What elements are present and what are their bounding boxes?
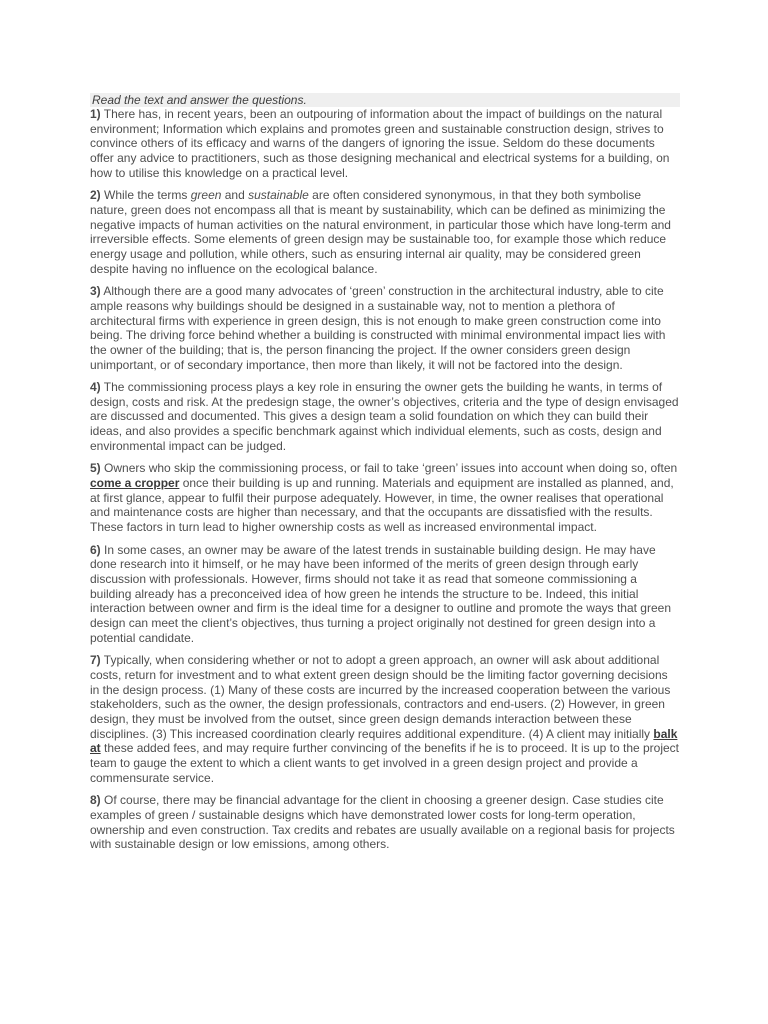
paragraph-number: 8) bbox=[90, 793, 101, 808]
paragraph-number: 6) bbox=[90, 542, 101, 557]
paragraph-4 bbox=[90, 380, 680, 453]
highlighted-phrase-come-a-cropper: come a cropper bbox=[90, 476, 180, 491]
paragraph-number: 7) bbox=[90, 653, 101, 668]
paragraph-8 bbox=[90, 793, 680, 852]
paragraph-6 bbox=[90, 543, 680, 646]
paragraph-number: 5) bbox=[90, 461, 101, 476]
paragraph-text: There has, in recent years, been an outpouring of information about the impact of buildings on the natural environment; Information which explains and promotes green and sustainable construction design, strives to convince others of its efficacy and warns of the dangers of ignoring the issue. Seldom do these documents offer any advice to practitioners, such as those designing mechanical and electrical systems for a building, on how to utilise this knowledge on a practical level. bbox=[90, 107, 670, 180]
paragraph-7 bbox=[90, 653, 680, 785]
paragraph-text: The commissioning process plays a key role in ensuring the owner gets the building he wants, in terms of design, costs and risk. At the predesign stage, the owner’s objectives, criteria and the type of design envisaged are discussed and documented. This gives a design team a solid foundation on which they can build their ideas, and also provides a specific benchmark against which individual elements, such as costs, design and environmental impact can be judged. bbox=[90, 380, 679, 453]
emphasis-sustainable: sustainable bbox=[248, 188, 309, 203]
paragraph-text: Typically, when considering whether or not to adopt a green approach, an owner will ask about additional costs, return for investment and to what extent green design should be the limiting factor governing decisions in the design process. (1) Many of these costs are incurred by the increased cooperation between the various stakeholders, such as the owner, the design professionals, contractors and end-users. (2) However, in green design, they must be involved from the outset, since green design demands interaction between these disciplines. (3) This increased coordination clearly requires additional expenditure. (4) A client may initially bbox=[90, 653, 671, 741]
paragraph-text: and bbox=[221, 188, 249, 203]
paragraph-3 bbox=[90, 284, 680, 372]
paragraph-text: While the terms bbox=[104, 188, 191, 203]
paragraph-text: Although there are a good many advocates of ‘green’ construction in the architectural industry, able to cite ample reasons why buildings should be designed in a sustainable way, not to mention a plethora of architectural firms with experience in green design, this is not enough to make green construction come into being. The driving force behind whether a building is constructed with minimal environmental impact lies with the owner of the building; that is, the person financing the project. If the owner considers green design unimportant, or of secondary importance, then more than likely, it will not be factored into the design. bbox=[90, 284, 666, 372]
paragraph-text: In some cases, an owner may be aware of the latest trends in sustainable building design. He may have done research into it himself, or he may have been informed of the merits of green design through early discussion with professionals. However, firms should not take it as read that someone commissioning a building already has a preconceived idea of how green he intends the structure to be. Indeed, this initial interaction between owner and firm is the ideal time for a designer to outline and promote the ways that green design can meet the client’s objectives, thus turning a project originally not destined for green design into a potential candidate. bbox=[90, 542, 671, 645]
instruction-text: Read the text and answer the questions. bbox=[90, 93, 680, 107]
paragraph-number: 1) bbox=[90, 107, 101, 121]
document-page bbox=[90, 93, 680, 860]
paragraph-text: once their building is up and running. Materials and equipment are installed as planned, and, at first glance, appear to fulfil their purpose adequately. However, in time, the owner realises that operational and maintenance costs are higher than necessary, and that the occupants are dissatisfied with the results. These factors in turn lead to higher ownership costs as well as increased environmental impact. bbox=[90, 476, 674, 535]
paragraph-text: Owners who skip the commissioning process, or fail to take ‘green’ issues into account when doing so, often bbox=[104, 461, 678, 476]
paragraph-2 bbox=[90, 188, 680, 276]
paragraph-text: Of course, there may be financial advantage for the client in choosing a greener design. Case studies cite examples of green / sustainable designs which have demonstrated lower costs for long-term operation, ownership and even construction. Tax credits and rebates are usually available on a regional basis for projects with sustainable design or low emissions, among others. bbox=[90, 793, 675, 852]
emphasis-green: green bbox=[190, 188, 222, 203]
paragraph-number: 3) bbox=[90, 284, 101, 299]
paragraph-text: these added fees, and may require further convincing of the benefits if he is to proceed. It is up to the project team to gauge the extent to which a client wants to get involved in a green design project and provide a commensurate service. bbox=[90, 741, 680, 785]
highlighted-phrase-balk-at: balk at bbox=[90, 726, 678, 756]
paragraph-1 bbox=[90, 107, 680, 180]
paragraph-number: 4) bbox=[90, 380, 101, 395]
paragraph-text: are often considered synonymous, in that they both symbolise nature, green does not encompass all that is meant by sustainability, which can be defined as minimizing the negative impacts of human activities on the natural environment, in particular those which have long-term and irreversible effects. Some elements of green design may be sustainable too, for example those which reduce energy usage and pollution, while others, such as ensuring internal air quality, may be considered green despite having no influence on the ecological balance. bbox=[90, 188, 671, 276]
paragraph-5 bbox=[90, 461, 680, 534]
paragraph-number: 2) bbox=[90, 188, 101, 203]
